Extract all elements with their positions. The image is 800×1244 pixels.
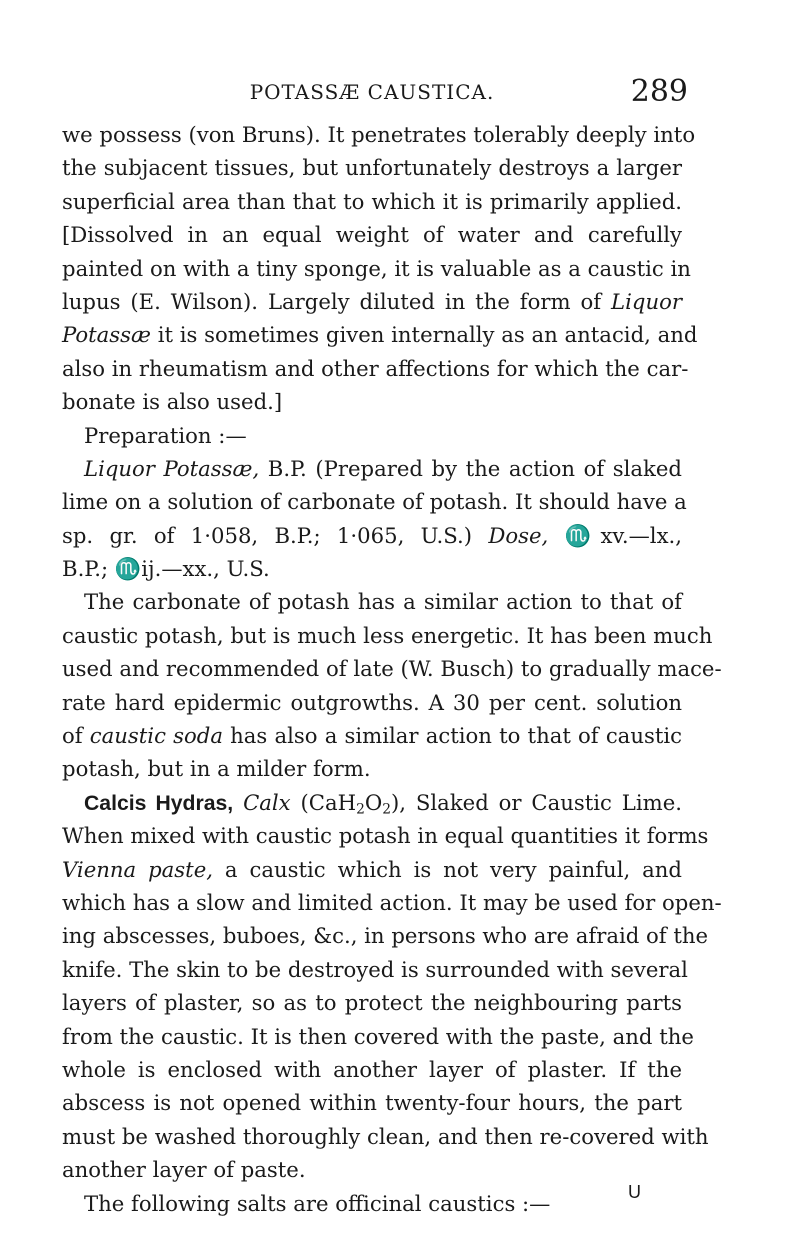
italic-term: caustic soda bbox=[89, 723, 223, 749]
text-line: layers of plaster, so as to protect the neighbouring parts bbox=[62, 990, 682, 1016]
text-line: bonate is also used.] bbox=[62, 389, 283, 415]
text-line bbox=[62, 719, 682, 752]
text-line: superficial area than that to which it is primarily applied. bbox=[62, 188, 682, 214]
italic-term: Dose, bbox=[488, 522, 549, 548]
text-line: painted on with a tiny sponge, it is valuable as a caustic in bbox=[62, 255, 691, 281]
text-line: The following salts are officinal caustics :— bbox=[84, 1190, 551, 1216]
text-line bbox=[62, 519, 682, 552]
text-line: whole is enclosed with another layer of plaster. If the bbox=[62, 1056, 682, 1082]
signature-mark: U bbox=[628, 1182, 641, 1202]
text-line: knife. The skin to be destroyed is surrounded with several bbox=[62, 956, 688, 982]
text-run: ♏xv.—lx., bbox=[548, 522, 682, 548]
text-line: B.P.; ♏ij.—xx., U.S. bbox=[62, 556, 270, 582]
text-line: which has a slow and limited action. It may be used for open- bbox=[62, 889, 722, 915]
text-run: O bbox=[364, 789, 383, 815]
text-line: another layer of paste. bbox=[62, 1157, 306, 1183]
text-run: (CaH bbox=[290, 789, 357, 815]
running-head bbox=[62, 74, 688, 114]
text-line bbox=[62, 318, 698, 351]
text-line: rate hard epidermic outgrowths. A 30 per cent. solution bbox=[62, 689, 682, 715]
body-text bbox=[62, 118, 722, 1220]
italic-term: Potassæ bbox=[62, 322, 151, 348]
text-line: The carbonate of potash has a similar action to that of bbox=[84, 589, 682, 615]
italic-term: Liquor bbox=[611, 288, 682, 314]
text-line: potash, but in a milder form. bbox=[62, 756, 371, 782]
section-label: Preparation :— bbox=[84, 422, 247, 448]
text-run: it is sometimes given internally as an antacid, and bbox=[150, 322, 698, 348]
text-line: the subjacent tissues, but unfortunately destroys a larger bbox=[62, 155, 682, 181]
text-line: When mixed with caustic potash in equal quantities it forms bbox=[62, 823, 709, 849]
text-run: a caustic which is not very painful, and bbox=[212, 856, 682, 882]
text-line bbox=[62, 786, 682, 819]
text-line: abscess is not opened within twenty-four hours, the part bbox=[62, 1090, 682, 1116]
text-line bbox=[62, 853, 682, 886]
text-run: of bbox=[62, 723, 90, 749]
text-line: caustic potash, but is much less energetic. It has been much bbox=[62, 622, 713, 648]
bold-heading: Calcis Hydras, bbox=[84, 791, 234, 815]
text-run: sp. gr. of 1·058, B.P.; 1·065, U.S.) bbox=[62, 522, 489, 548]
text-run: ), Slaked or Caustic Lime. bbox=[391, 789, 682, 815]
page-number: 289 bbox=[630, 74, 688, 109]
text-line bbox=[62, 285, 682, 318]
text-run: has also a similar action to that of caustic bbox=[222, 723, 682, 749]
text-line: [Dissolved in an equal weight of water and carefully bbox=[62, 222, 682, 248]
text-line: used and recommended of late (W. Busch) to gradually mace- bbox=[62, 656, 722, 682]
italic-term: Vienna paste, bbox=[62, 856, 213, 882]
text-line bbox=[62, 452, 682, 485]
subscript: 2 bbox=[356, 801, 365, 818]
text-run: B.P. (Prepared by the action of slaked bbox=[259, 455, 682, 481]
italic-term: Liquor Potassæ, bbox=[84, 455, 260, 481]
subscript: 2 bbox=[382, 801, 392, 818]
text-line: ing abscesses, buboes, &c., in persons who are afraid of the bbox=[62, 923, 709, 949]
text-line: lime on a solution of carbonate of potash. It should have a bbox=[62, 489, 687, 515]
text-line: must be washed thoroughly clean, and then re-covered with bbox=[62, 1123, 709, 1149]
text-line: also in rheumatism and other affections for which the car- bbox=[62, 355, 689, 381]
text-line: we possess (von Bruns). It penetrates tolerably deeply into bbox=[62, 122, 696, 147]
text-run: lupus (E. Wilson). Largely diluted in the form of bbox=[62, 288, 612, 314]
italic-term: Calx bbox=[233, 789, 291, 815]
running-title: POTASSÆ CAUSTICA. bbox=[249, 80, 495, 104]
text-line: from the caustic. It is then covered with the paste, and the bbox=[62, 1023, 694, 1049]
